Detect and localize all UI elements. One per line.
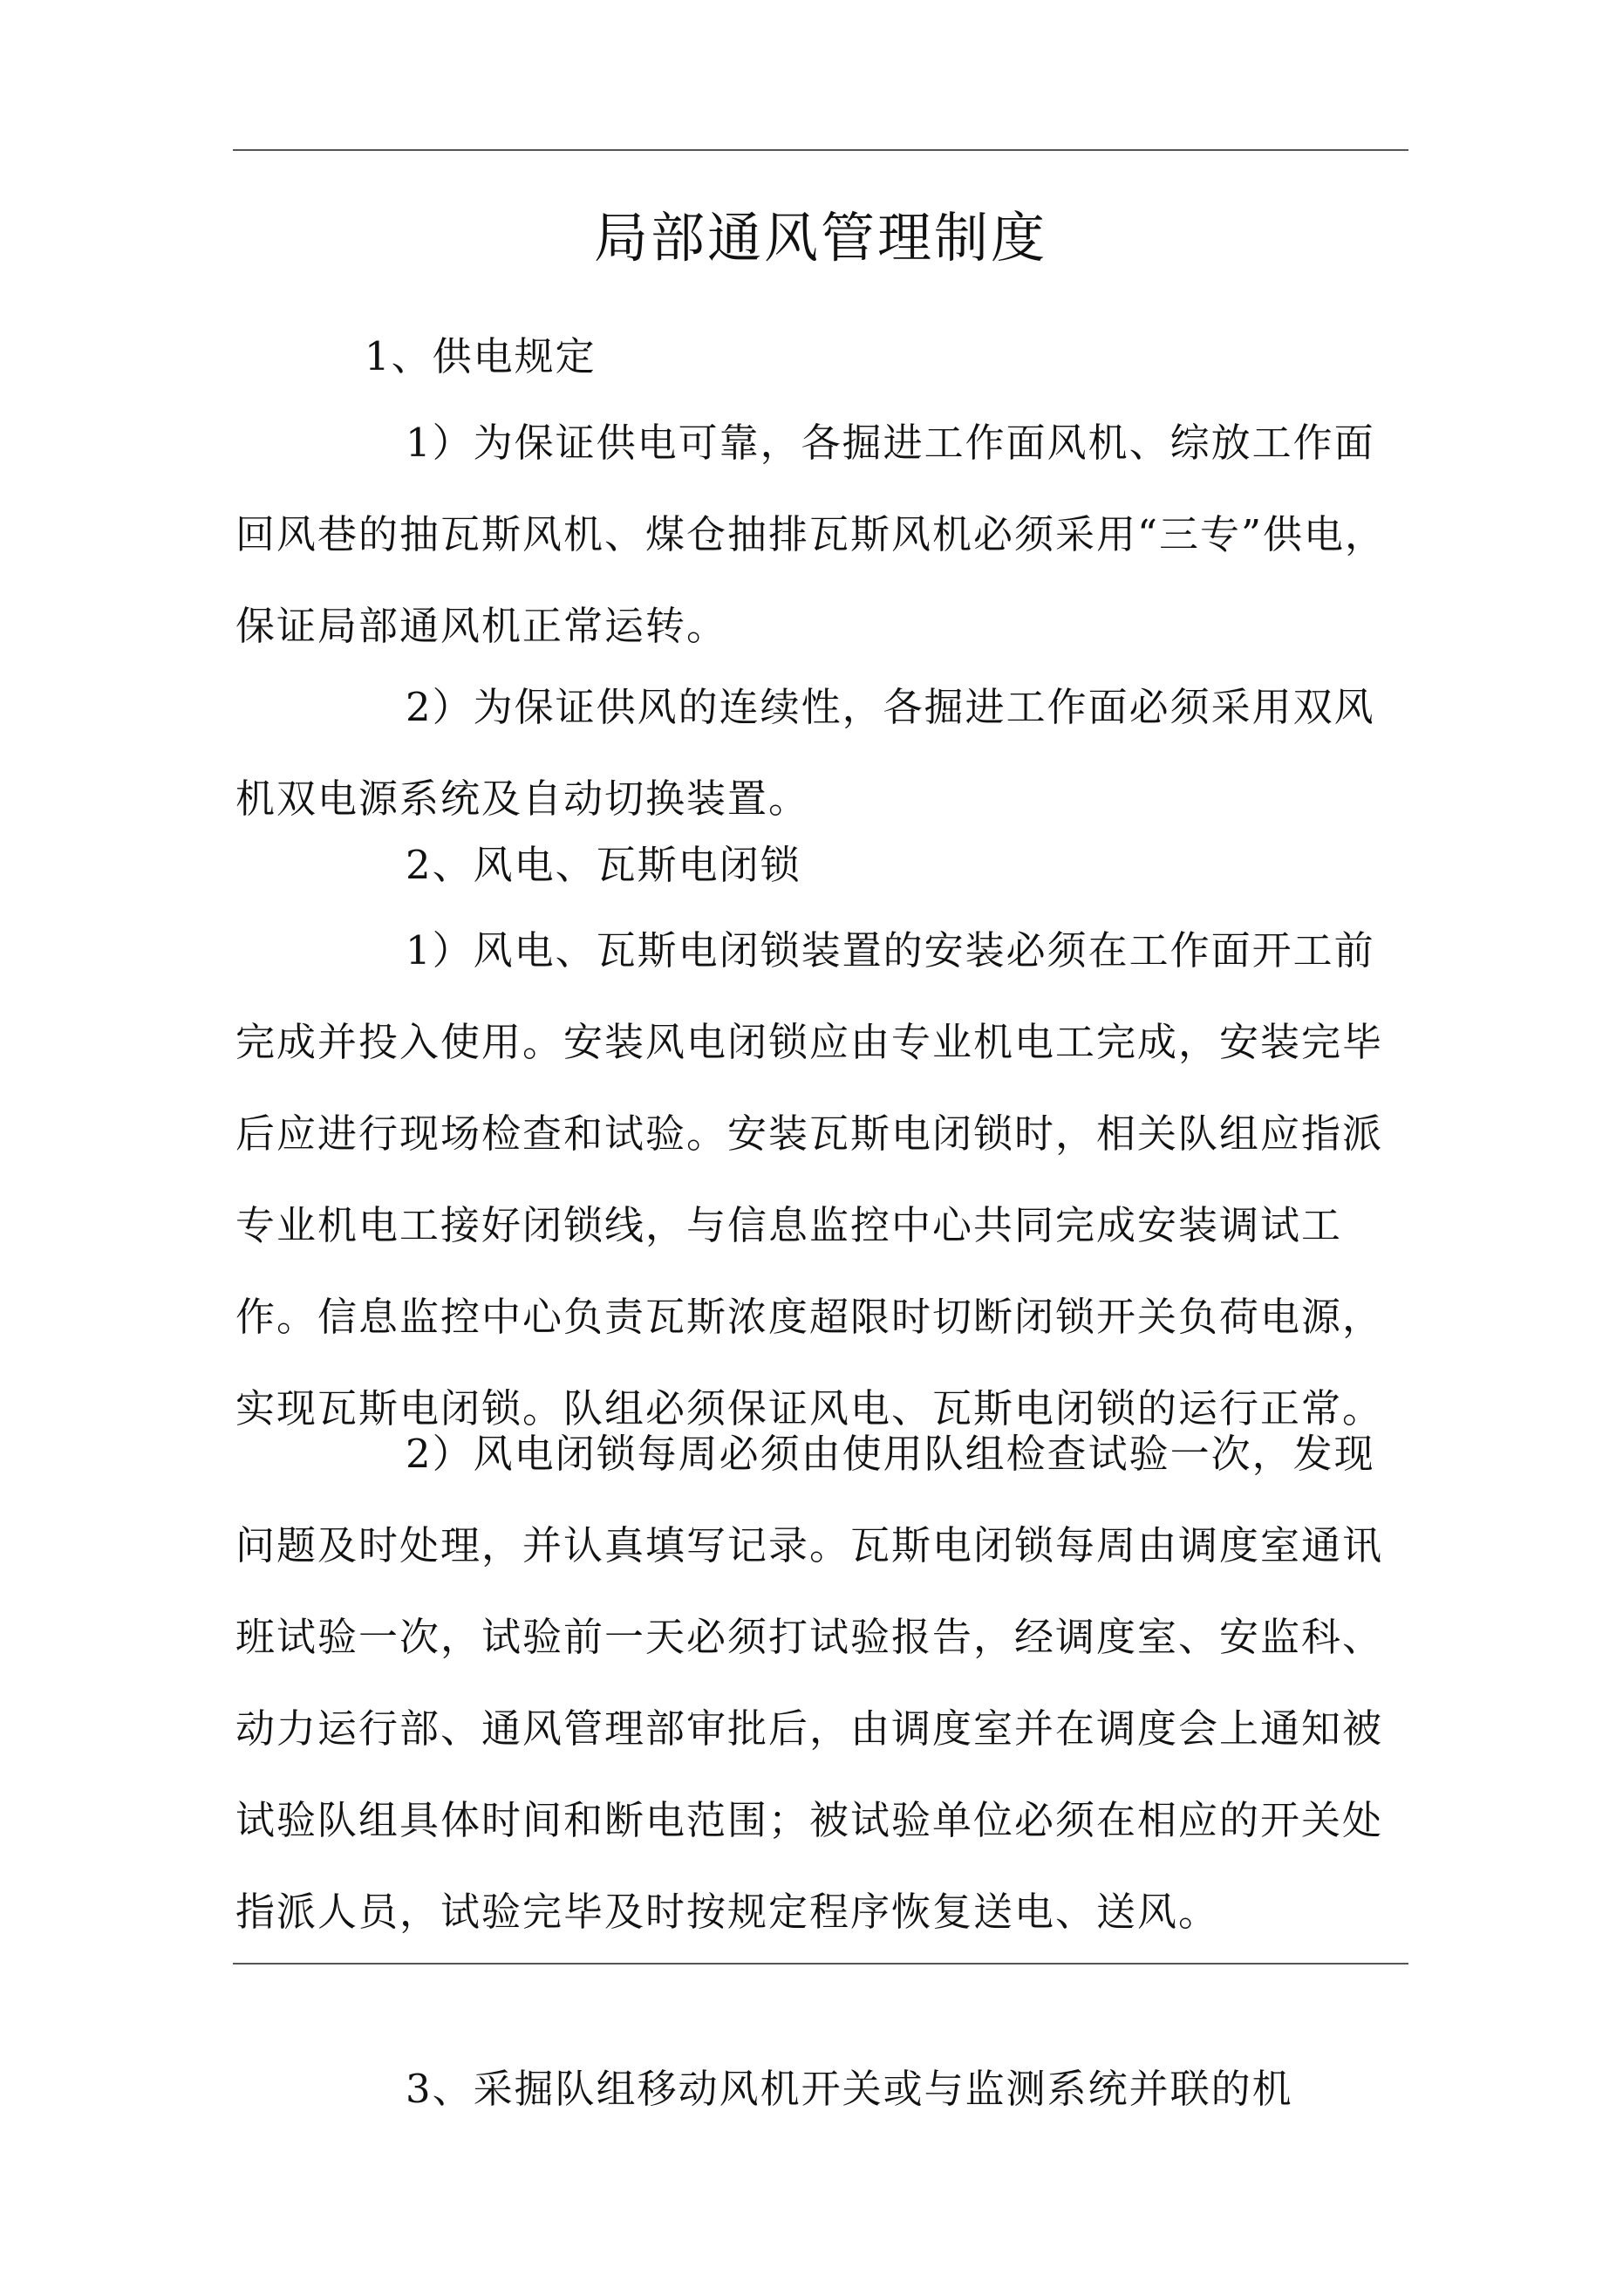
- top-divider: [233, 149, 1408, 151]
- section-2-paragraph-1: 1）风电、瓦斯电闭锁装置的安装必须在工作面开工前完成并投入使用。安装风电闭锁应由专业机电工完成，安装完毕后应进行现场检查和试验。安装瓦斯电闭锁时，相关队组应指派专业机电工接好闭锁线，与信息监控中心共同完成安装调试工作。信息监控中心负责瓦斯浓度超限时切断闭锁开关负荷电源，实现瓦斯电闭锁。队组必须保证风电、瓦斯电闭锁的运行正常。: [235, 927, 1384, 1432]
- section-3-heading: 3、采掘队组移动风机开关或与监测系统并联的机: [406, 2066, 1293, 2112]
- section-1-heading: 1、供电规定: [365, 333, 597, 379]
- section-2-heading: 2、风电、瓦斯电闭锁: [406, 842, 801, 888]
- section-2-paragraph-2: 2）风电闭锁每周必须由使用队组检查试验一次，发现问题及时处理，并认真填写记录。瓦斯电闭锁每周由调度室通讯班试验一次，试验前一天必须打试验报告，经调度室、安监科、动力运行部、通风管理部审批后，由调度室并在调度会上通知被试验队组具体时间和断电范围；被试验单位必须在相应的开关处指派人员，试验完毕及时按规定程序恢复送电、送风。: [235, 1431, 1384, 1935]
- page-break-divider: [233, 1963, 1408, 1965]
- section-1-paragraph-2: 2）为保证供风的连续性，各掘进工作面必须采用双风机双电源系统及自动切换装置。: [235, 684, 1375, 822]
- section-1-paragraph-1: 1）为保证供电可靠，各掘进工作面风机、综放工作面回风巷的抽瓦斯风机、煤仓抽排瓦斯风机必须采用“三专”供电，保证局部通风机正常运转。: [235, 420, 1387, 649]
- document-title: 局部通风管理制度: [593, 206, 1047, 270]
